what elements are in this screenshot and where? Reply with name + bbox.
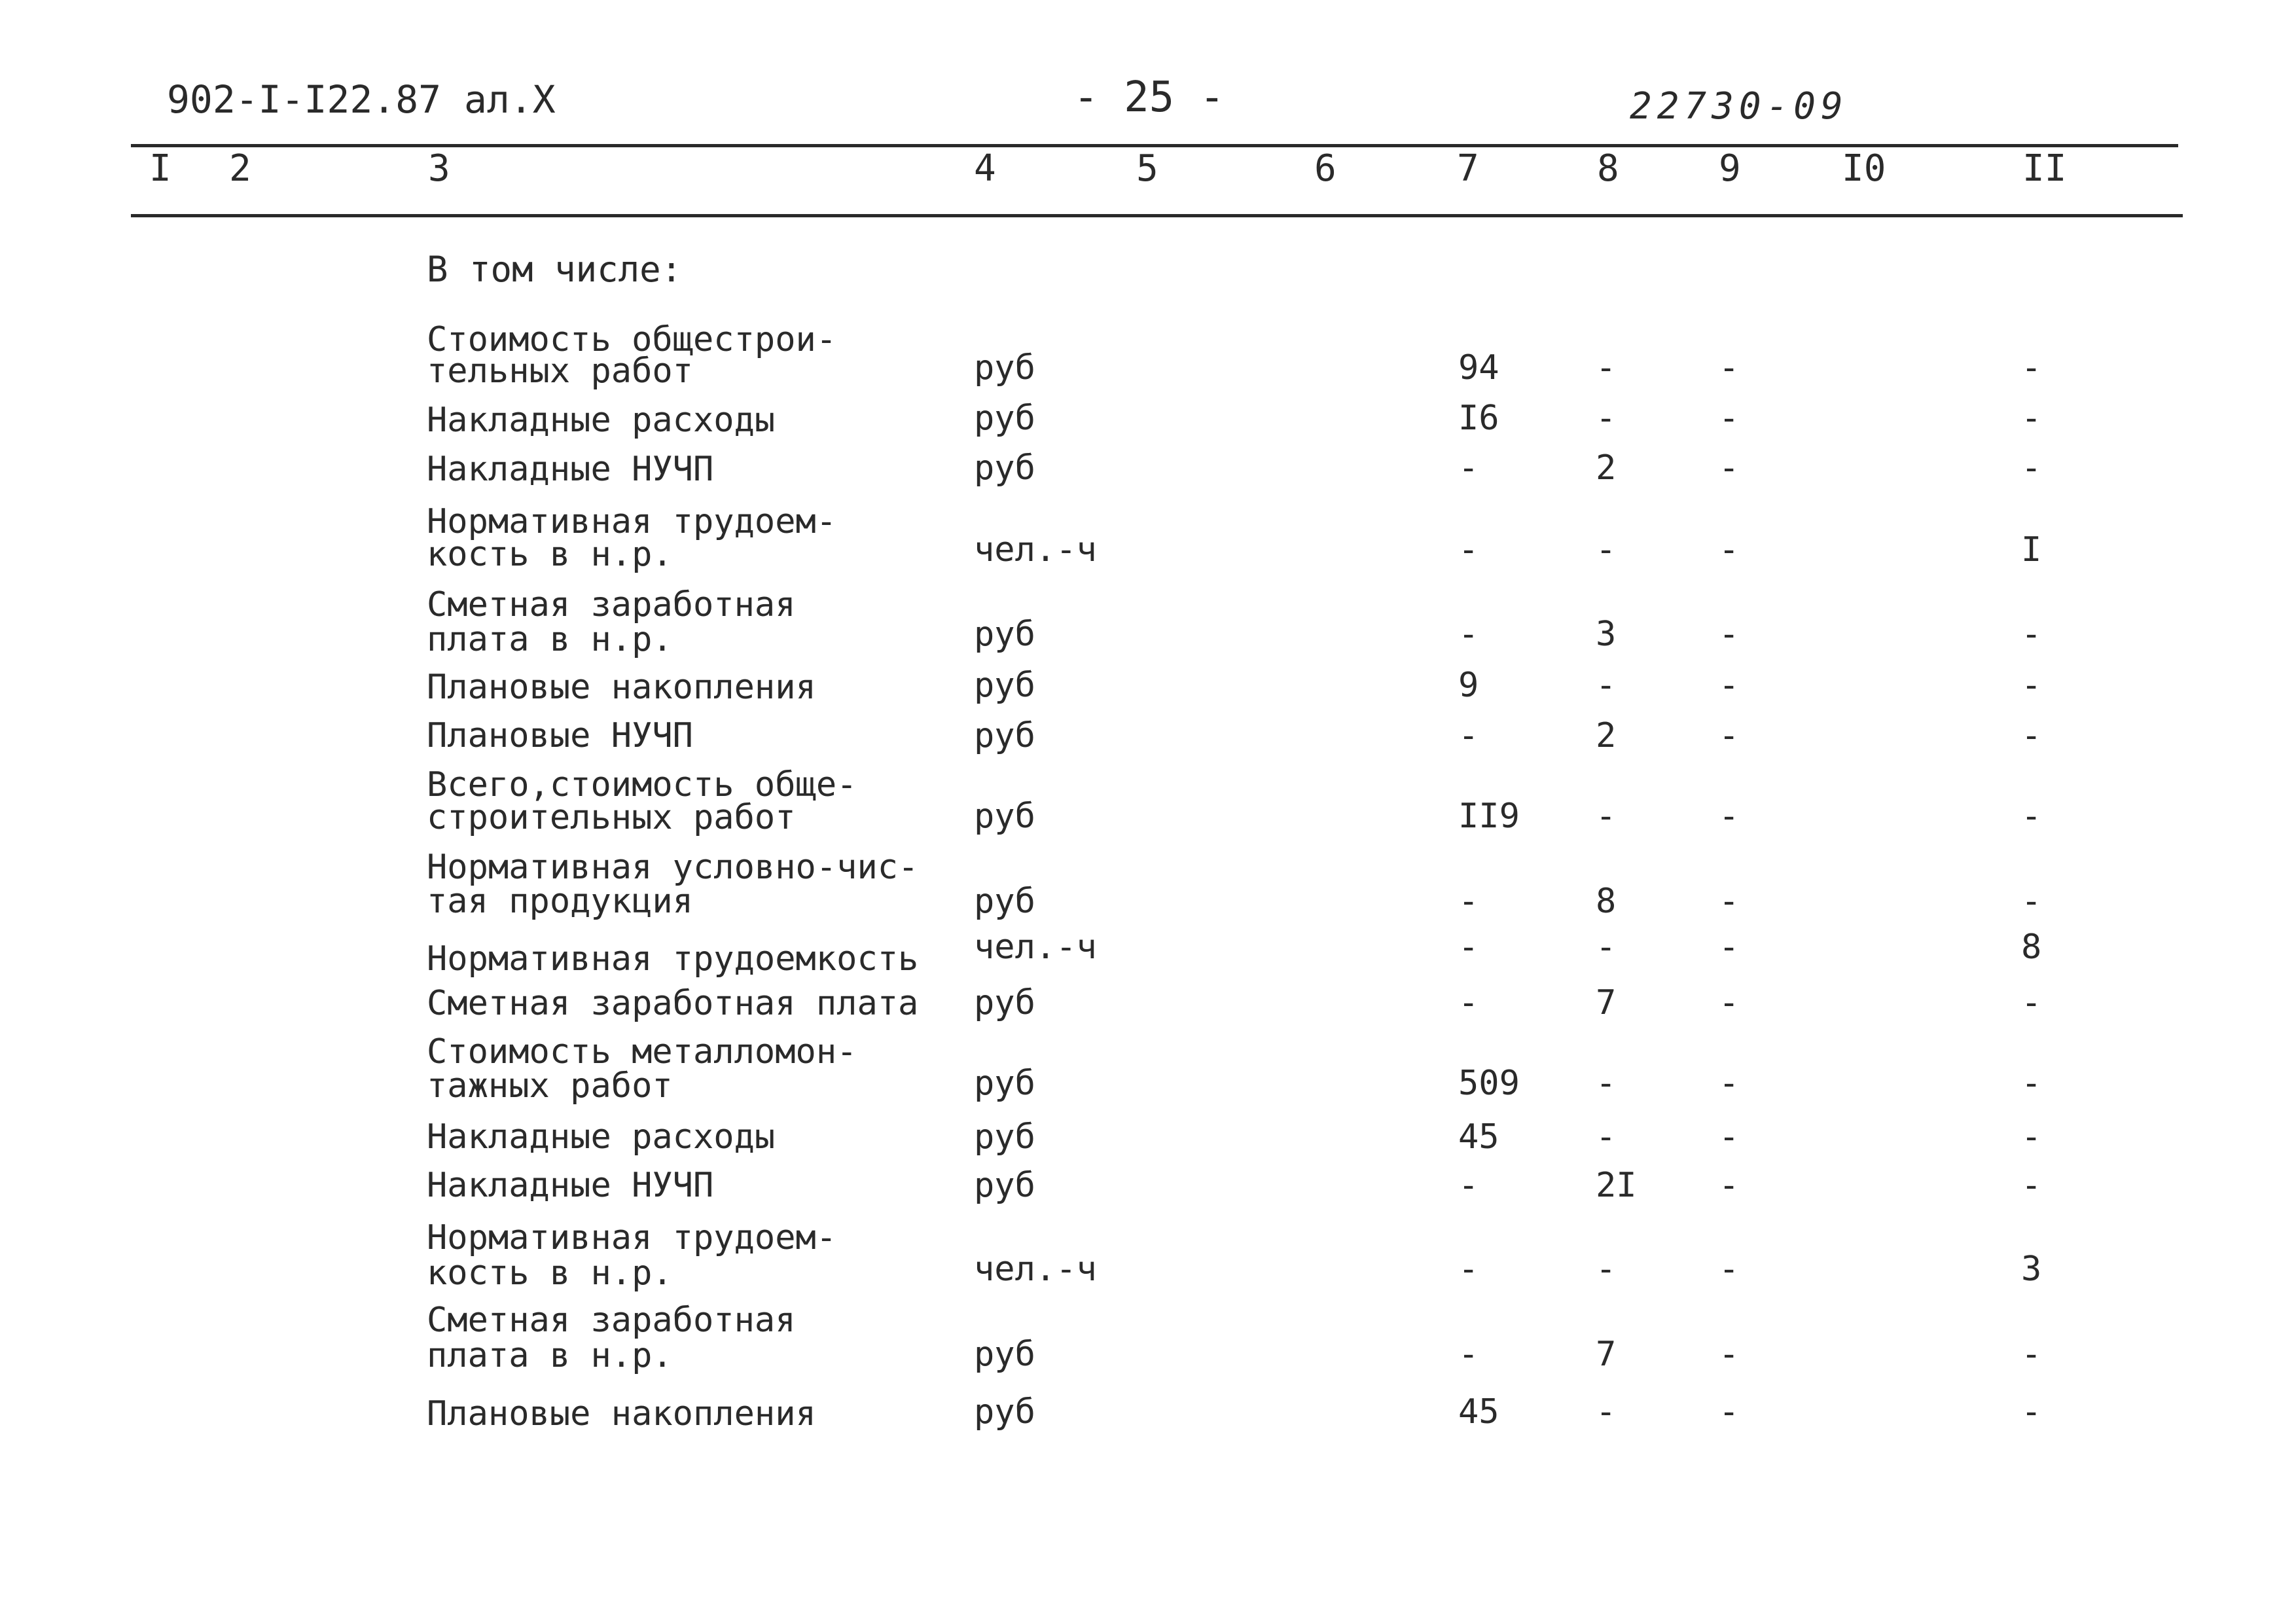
row-value-col7: - bbox=[1458, 448, 1479, 488]
row-value-col7: 45 bbox=[1458, 1392, 1499, 1432]
row-value-col11: - bbox=[2021, 1166, 2042, 1205]
row-unit: руб bbox=[974, 1064, 1035, 1103]
row-value-col9: - bbox=[1719, 348, 1740, 388]
row-value-col9: - bbox=[1719, 666, 1740, 705]
column-number: 3 bbox=[428, 147, 450, 190]
row-label: Нормативная трудоем- bbox=[427, 502, 837, 541]
row-value-col11: - bbox=[2021, 983, 2042, 1022]
row-label-continuation: плата в н.р. bbox=[427, 620, 673, 659]
row-value-col7: 509 bbox=[1458, 1064, 1520, 1103]
row-value-col9: - bbox=[1719, 1117, 1740, 1157]
row-value-col8: - bbox=[1596, 1117, 1617, 1157]
row-value-col11: - bbox=[2021, 1064, 2042, 1103]
column-number: 6 bbox=[1314, 147, 1336, 190]
row-label: Накладные расходы bbox=[427, 401, 776, 440]
row-value-col7: - bbox=[1458, 530, 1479, 569]
row-value-col9: - bbox=[1719, 530, 1740, 569]
row-value-col7: - bbox=[1458, 983, 1479, 1022]
row-value-col11: - bbox=[2021, 797, 2042, 836]
row-value-col8: - bbox=[1596, 1250, 1617, 1289]
row-label: Накладные НУЧП bbox=[427, 450, 714, 489]
row-value-col7: - bbox=[1458, 615, 1479, 654]
row-value-col7: 94 bbox=[1458, 348, 1499, 388]
row-label: Плановые накопления bbox=[427, 668, 816, 707]
row-value-col9: - bbox=[1719, 797, 1740, 836]
column-number: II bbox=[2022, 147, 2067, 190]
row-unit: руб bbox=[974, 1335, 1035, 1374]
row-unit: руб bbox=[974, 448, 1035, 488]
row-unit: руб bbox=[974, 882, 1035, 921]
row-value-col9: - bbox=[1719, 399, 1740, 438]
row-value-col8: - bbox=[1596, 1064, 1617, 1103]
row-value-col9: - bbox=[1719, 1250, 1740, 1289]
row-value-col7: - bbox=[1458, 928, 1479, 967]
row-value-col11: - bbox=[2021, 716, 2042, 755]
row-unit: руб bbox=[974, 666, 1035, 705]
row-value-col9: - bbox=[1719, 928, 1740, 967]
row-value-col9: - bbox=[1719, 716, 1740, 755]
row-label: Стоимость металломон- bbox=[427, 1032, 857, 1072]
row-label: Нормативная трудоем- bbox=[427, 1218, 837, 1257]
header-bottom-rule bbox=[131, 214, 2183, 217]
row-value-col9: - bbox=[1719, 882, 1740, 921]
row-value-col11: - bbox=[2021, 1392, 2042, 1432]
column-number: 4 bbox=[974, 147, 996, 190]
row-unit: руб bbox=[974, 348, 1035, 388]
row-value-col11: - bbox=[2021, 399, 2042, 438]
column-number: 7 bbox=[1457, 147, 1479, 190]
row-value-col8: - bbox=[1596, 1392, 1617, 1432]
row-label-continuation: тельных работ bbox=[427, 352, 693, 391]
row-unit: руб bbox=[974, 983, 1035, 1022]
row-label: Нормативная трудоемкость bbox=[427, 939, 919, 979]
column-number: I0 bbox=[1842, 147, 1886, 190]
row-value-col8: 7 bbox=[1596, 1335, 1617, 1374]
row-unit: руб bbox=[974, 615, 1035, 654]
row-value-col7: - bbox=[1458, 1250, 1479, 1289]
column-number: 9 bbox=[1719, 147, 1741, 190]
row-value-col8: - bbox=[1596, 928, 1617, 967]
row-unit: чел.-ч bbox=[974, 530, 1097, 569]
column-number: 8 bbox=[1597, 147, 1619, 190]
row-value-col11: 8 bbox=[2021, 928, 2042, 967]
row-label: Накладные расходы bbox=[427, 1117, 776, 1157]
row-unit: чел.-ч bbox=[974, 928, 1097, 967]
row-value-col7: - bbox=[1458, 1166, 1479, 1205]
row-label: Плановые НУЧП bbox=[427, 716, 693, 755]
row-label: Накладные НУЧП bbox=[427, 1166, 714, 1205]
row-value-col11: - bbox=[2021, 348, 2042, 388]
row-value-col8: - bbox=[1596, 399, 1617, 438]
row-label-continuation: кость в н.р. bbox=[427, 535, 673, 574]
row-value-col8: 2 bbox=[1596, 716, 1617, 755]
row-value-col7: 9 bbox=[1458, 666, 1479, 705]
column-number: 2 bbox=[229, 147, 251, 190]
row-value-col9: - bbox=[1719, 1064, 1740, 1103]
row-label: Сметная заработная плата bbox=[427, 984, 919, 1023]
row-value-col11: - bbox=[2021, 448, 2042, 488]
row-label: Нормативная условно-чис- bbox=[427, 848, 919, 887]
section-subtitle: В том числе: bbox=[427, 249, 683, 290]
row-label-continuation: строительных работ bbox=[427, 798, 796, 837]
row-value-col8: 3 bbox=[1596, 615, 1617, 654]
row-value-col7: II9 bbox=[1458, 797, 1520, 836]
row-value-col8: - bbox=[1596, 348, 1617, 388]
row-value-col7: - bbox=[1458, 882, 1479, 921]
row-value-col7: I6 bbox=[1458, 399, 1499, 438]
row-value-col11: - bbox=[2021, 1117, 2042, 1157]
row-unit: чел.-ч bbox=[974, 1250, 1097, 1289]
row-label: Всего,стоимость обще- bbox=[427, 765, 857, 804]
row-label: Плановые накопления bbox=[427, 1394, 816, 1434]
row-unit: руб bbox=[974, 1117, 1035, 1157]
row-value-col9: - bbox=[1719, 448, 1740, 488]
row-value-col11: I bbox=[2021, 530, 2042, 569]
row-label-continuation: тая продукция bbox=[427, 882, 693, 921]
row-value-col11: - bbox=[2021, 615, 2042, 654]
row-value-col8: 2I bbox=[1596, 1166, 1637, 1205]
row-label-continuation: кость в н.р. bbox=[427, 1254, 673, 1293]
row-unit: руб bbox=[974, 1166, 1035, 1205]
row-value-col8: - bbox=[1596, 797, 1617, 836]
row-value-col8: 8 bbox=[1596, 882, 1617, 921]
row-label: Сметная заработная bbox=[427, 585, 796, 624]
row-value-col11: - bbox=[2021, 882, 2042, 921]
archive-number: 22730-09 bbox=[1630, 85, 1848, 128]
row-value-col7: 45 bbox=[1458, 1117, 1499, 1157]
document-code: 902-I-I22.87 ал.Х bbox=[167, 77, 556, 122]
row-label: Сметная заработная bbox=[427, 1301, 796, 1340]
row-unit: руб bbox=[974, 716, 1035, 755]
row-value-col8: - bbox=[1596, 530, 1617, 569]
row-value-col9: - bbox=[1719, 1392, 1740, 1432]
column-number: I bbox=[149, 147, 171, 190]
row-value-col9: - bbox=[1719, 983, 1740, 1022]
row-value-col7: - bbox=[1458, 716, 1479, 755]
row-value-col9: - bbox=[1719, 1166, 1740, 1205]
row-value-col8: 2 bbox=[1596, 448, 1617, 488]
row-value-col11: - bbox=[2021, 1335, 2042, 1374]
row-unit: руб bbox=[974, 399, 1035, 438]
row-value-col7: - bbox=[1458, 1335, 1479, 1374]
column-number: 5 bbox=[1136, 147, 1158, 190]
row-unit: руб bbox=[974, 797, 1035, 836]
row-label: Стоимость общестрои- bbox=[427, 320, 837, 359]
row-value-col8: - bbox=[1596, 666, 1617, 705]
row-value-col11: 3 bbox=[2021, 1250, 2042, 1289]
row-value-col11: - bbox=[2021, 666, 2042, 705]
row-value-col9: - bbox=[1719, 615, 1740, 654]
page-number: - 25 - bbox=[1073, 73, 1225, 122]
row-label-continuation: плата в н.р. bbox=[427, 1336, 673, 1375]
row-label-continuation: тажных работ bbox=[427, 1066, 673, 1106]
row-value-col8: 7 bbox=[1596, 983, 1617, 1022]
row-unit: руб bbox=[974, 1392, 1035, 1432]
row-value-col9: - bbox=[1719, 1335, 1740, 1374]
